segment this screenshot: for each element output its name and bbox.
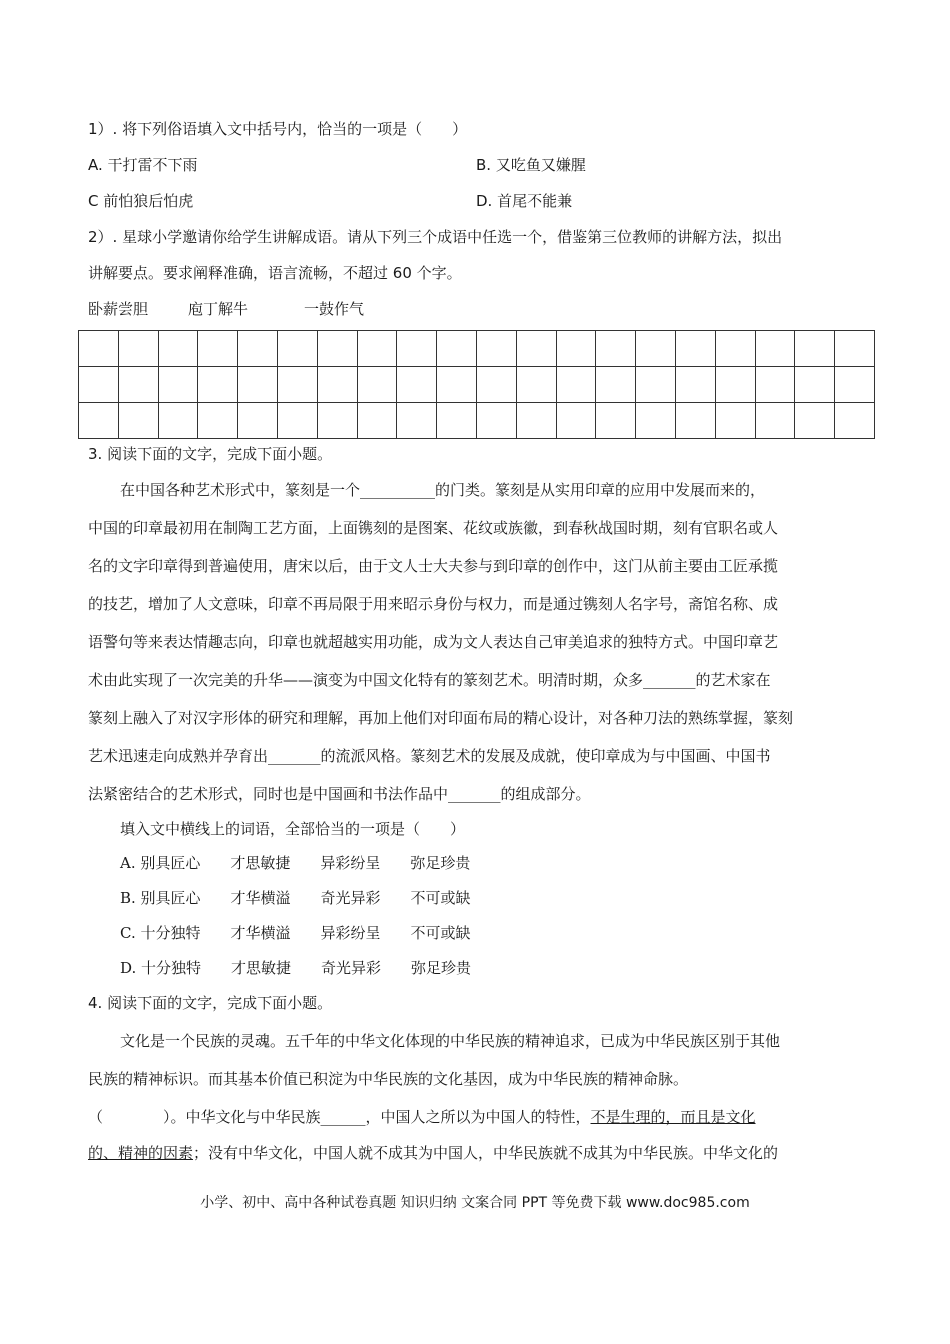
grid-cell[interactable]	[397, 331, 437, 367]
grid-cell[interactable]	[636, 367, 676, 403]
grid-cell[interactable]	[755, 331, 795, 367]
idiom-1: 卧薪尝胆	[88, 300, 149, 318]
q4-text: （ ）。中华文化与中华民族______，中国人之所以为中国人的特性，	[88, 1108, 591, 1126]
grid-cell[interactable]	[516, 331, 556, 367]
grid-cell[interactable]	[118, 331, 158, 367]
q3-option-a: A. 别具匠心 才思敏捷 异彩纷呈 弥足珍贵	[120, 854, 471, 872]
q3-option-d: D. 十分独特 才思敏捷 奇光异彩 弥足珍贵	[120, 959, 472, 977]
q3-passage-line: 术由此实现了一次完美的升华——演变为中国文化特有的篆刻艺术。明清时期，众多_______的艺术家在	[88, 671, 771, 689]
idiom-3: 一鼓作气	[304, 300, 365, 318]
underlined-phrase: 的、精神的因素	[88, 1144, 194, 1162]
grid-cell[interactable]	[476, 403, 516, 439]
grid-cell[interactable]	[397, 403, 437, 439]
grid-cell[interactable]	[277, 367, 317, 403]
grid-cell[interactable]	[158, 367, 198, 403]
question-4-title: 4. 阅读下面的文字，完成下面小题。	[88, 994, 333, 1012]
q3-passage-line: 语警句等来表达情趣志向，印章也就超越实用功能，成为文人表达自己审美追求的独特方式。中国印章艺	[88, 633, 779, 651]
grid-cell[interactable]	[835, 367, 875, 403]
q3-passage-line: 的技艺，增加了人文意味，印章不再局限于用来昭示身份与权力，而是通过镌刻人名字号，斋馆名称、成	[88, 595, 779, 613]
grid-cell[interactable]	[835, 331, 875, 367]
q3-option-c: C. 十分独特 才华横溢 异彩纷呈 不可或缺	[120, 924, 471, 942]
grid-cell[interactable]	[238, 367, 278, 403]
grid-cell[interactable]	[596, 403, 636, 439]
grid-cell[interactable]	[397, 367, 437, 403]
grid-cell[interactable]	[79, 403, 119, 439]
idiom-2: 庖丁解牛	[188, 300, 249, 318]
grid-cell[interactable]	[79, 367, 119, 403]
grid-cell[interactable]	[556, 331, 596, 367]
grid-cell[interactable]	[675, 403, 715, 439]
grid-row	[79, 331, 875, 367]
grid-cell[interactable]	[437, 367, 477, 403]
underlined-phrase: 不是生理的，而且是文化	[590, 1108, 756, 1126]
grid-row	[79, 367, 875, 403]
question-2-intro: 2）. 星球小学邀请你给学生讲解成语。请从下列三个成语中任选一个，借鉴第三位教师的讲解方法，拟出	[88, 228, 783, 246]
answer-grid[interactable]	[78, 330, 875, 439]
grid-cell[interactable]	[556, 367, 596, 403]
grid-cell[interactable]	[715, 331, 755, 367]
grid-cell[interactable]	[357, 403, 397, 439]
q4-passage-line	[88, 1142, 778, 1163]
grid-cell[interactable]	[437, 403, 477, 439]
grid-cell[interactable]	[118, 367, 158, 403]
option-d: D. 首尾不能兼	[476, 192, 573, 210]
grid-cell[interactable]	[675, 331, 715, 367]
grid-cell[interactable]	[317, 367, 357, 403]
grid-cell[interactable]	[835, 403, 875, 439]
q3-passage-line: 艺术迅速走向成熟并孕育出_______的流派风格。篆刻艺术的发展及成就，使印章成为与中国画、中国书	[88, 747, 771, 765]
grid-cell[interactable]	[516, 403, 556, 439]
grid-cell[interactable]	[795, 403, 835, 439]
grid-cell[interactable]	[755, 367, 795, 403]
grid-cell[interactable]	[118, 403, 158, 439]
grid-cell[interactable]	[317, 403, 357, 439]
q3-option-b: B. 别具匠心 才华横溢 奇光异彩 不可或缺	[120, 889, 471, 907]
q4-text: ；没有中华文化，中国人就不成其为中国人，中华民族就不成其为中华民族。中华文化的	[193, 1144, 779, 1162]
grid-cell[interactable]	[795, 331, 835, 367]
grid-cell[interactable]	[596, 367, 636, 403]
grid-cell[interactable]	[198, 331, 238, 367]
q3-passage-line: 中国的印章最初用在制陶工艺方面，上面镌刻的是图案、花纹或族徽，到春秋战国时期，刻有官职名或人	[88, 519, 779, 537]
grid-cell[interactable]	[158, 331, 198, 367]
grid-cell[interactable]	[79, 331, 119, 367]
grid-cell[interactable]	[437, 331, 477, 367]
grid-row	[79, 403, 875, 439]
question-3-prompt: 填入文中横线上的词语，全部恰当的一项是（ ）	[120, 820, 466, 838]
grid-cell[interactable]	[357, 331, 397, 367]
question-1-intro: 1）. 将下列俗语填入文中括号内，恰当的一项是（ ）	[88, 120, 468, 138]
grid-cell[interactable]	[596, 331, 636, 367]
grid-cell[interactable]	[556, 403, 596, 439]
q4-passage-line	[88, 1106, 756, 1127]
option-b: B. 又吃鱼又嫌腥	[476, 156, 586, 174]
grid-cell[interactable]	[636, 403, 676, 439]
grid-cell[interactable]	[317, 331, 357, 367]
grid-cell[interactable]	[357, 367, 397, 403]
grid-cell[interactable]	[755, 403, 795, 439]
q4-passage-line: 文化是一个民族的灵魂。五千年的中华文化体现的中华民族的精神追求，已成为中华民族区别于其他	[120, 1032, 781, 1050]
grid-cell[interactable]	[516, 367, 556, 403]
grid-cell[interactable]	[675, 367, 715, 403]
grid-cell[interactable]	[476, 367, 516, 403]
grid-cell[interactable]	[795, 367, 835, 403]
grid-cell[interactable]	[715, 367, 755, 403]
q3-passage-line: 在中国各种艺术形式中，篆刻是一个__________的门类。篆刻是从实用印章的应用中发展而来的，	[120, 481, 766, 499]
grid-cell[interactable]	[277, 331, 317, 367]
option-c: C 前怕狼后怕虎	[88, 192, 194, 210]
q3-passage-line: 法紧密结合的艺术形式，同时也是中国画和书法作品中_______的组成部分。	[88, 785, 591, 803]
grid-cell[interactable]	[715, 403, 755, 439]
grid-cell[interactable]	[636, 331, 676, 367]
option-a: A. 干打雷不下雨	[88, 156, 198, 174]
grid-cell[interactable]	[277, 403, 317, 439]
grid-cell[interactable]	[158, 403, 198, 439]
grid-cell[interactable]	[476, 331, 516, 367]
question-3-title: 3. 阅读下面的文字，完成下面小题。	[88, 445, 333, 463]
q3-passage-line: 篆刻上融入了对汉字形体的研究和理解，再加上他们对印面布局的精心设计，对各种刀法的熟练掌握，篆刻	[88, 709, 794, 727]
question-2-intro-cont: 讲解要点。要求阐释准确，语言流畅，不超过 60 个字。	[88, 264, 462, 282]
grid-cell[interactable]	[198, 403, 238, 439]
page-footer: 小学、初中、高中各种试卷真题 知识归纳 文案合同 PPT 等免费下载 www.doc985.com	[200, 1195, 750, 1211]
grid-cell[interactable]	[238, 331, 278, 367]
q3-passage-line: 名的文字印章得到普遍使用，唐宋以后，由于文人士大夫参与到印章的创作中，这门从前主要由工匠承揽	[88, 557, 779, 575]
grid-cell[interactable]	[238, 403, 278, 439]
q4-passage-line: 民族的精神标识。而其基本价值已积淀为中华民族的文化基因，成为中华民族的精神命脉。	[88, 1070, 689, 1088]
grid-cell[interactable]	[198, 367, 238, 403]
